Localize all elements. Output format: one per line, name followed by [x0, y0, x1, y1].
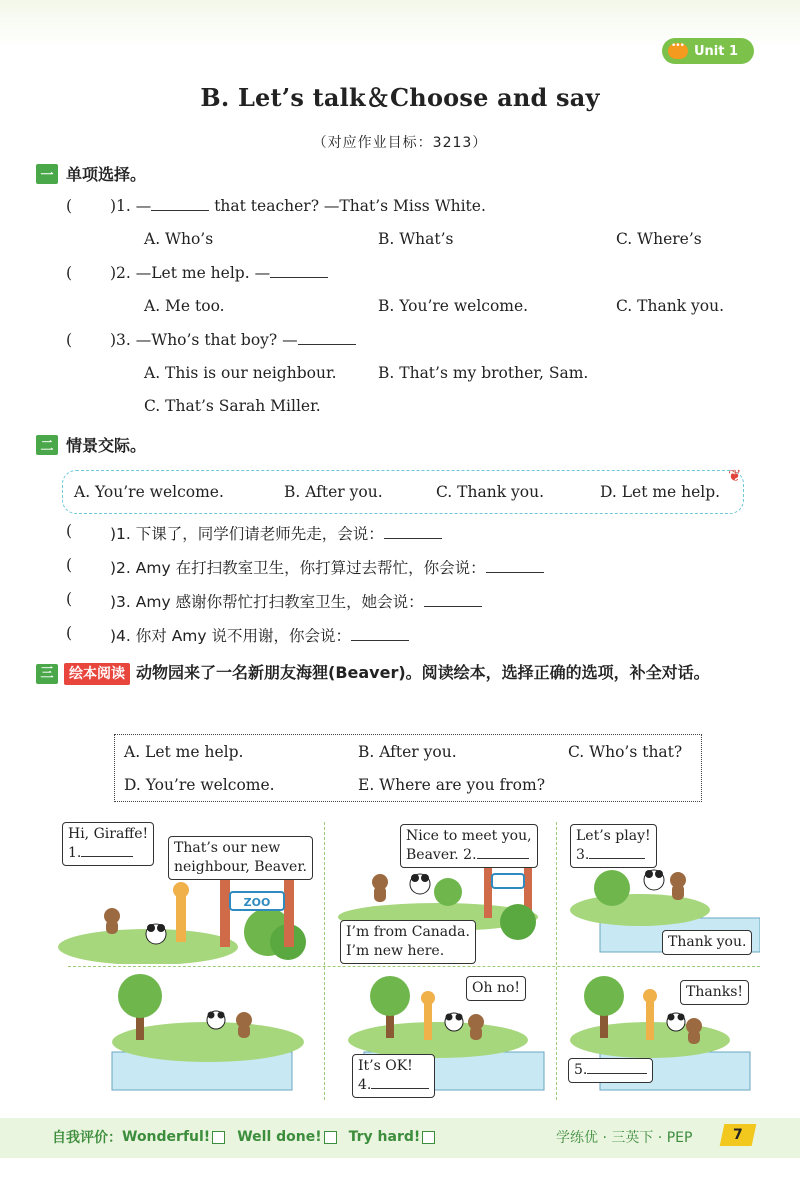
cherry-icon: ❦ [728, 466, 742, 485]
answer-blank[interactable] [351, 640, 409, 641]
speech-bubble [662, 930, 752, 955]
s1-q2-option-a: A. Me too. [144, 297, 225, 315]
s1-q1-option-a: A. Who’s [144, 230, 214, 248]
box-option-d: D. Let me help. [600, 483, 721, 501]
section1-number: 一 [36, 164, 58, 184]
s1-q3-pre: )3. —Who’s that boy? — [110, 331, 298, 349]
s1-q1-option-c: C. Where’s [616, 230, 702, 248]
answer-blank[interactable] [298, 344, 356, 345]
section1-header [36, 162, 146, 185]
section2-number: 二 [36, 435, 58, 455]
bubble-line [574, 1061, 647, 1080]
bubble-line [68, 844, 148, 863]
s1-q2 [110, 264, 328, 282]
s1-q3-option-a: A. This is our neighbour. [144, 364, 337, 382]
unit-badge [662, 38, 754, 64]
s1-q2-pre: )2. —Let me help. — [110, 264, 271, 282]
subtitle: （对应作业目标：3213） [312, 135, 488, 151]
s2-q1 [110, 522, 442, 544]
speech-bubble [568, 1058, 653, 1083]
bubble-line: neighbour, Beaver. [174, 859, 307, 875]
s1-q3-option-b: B. That’s my brother, Sam. [378, 364, 589, 382]
s2-q4-paren: ( [66, 624, 73, 642]
panel-divider [324, 822, 325, 1100]
s2-q4-text: )4. 你对 Amy 说不用谢，你会说： [110, 627, 351, 645]
bubble-line: Hi, Giraffe! [68, 826, 149, 842]
bubble-line [576, 846, 651, 865]
box-option-c: C. Thank you. [436, 483, 545, 501]
s1-q1-post: that teacher? —That’s Miss White. [209, 197, 486, 215]
pb-option-d: D. You’re welcome. [124, 776, 275, 794]
speech-bubble [466, 976, 526, 1001]
self-evaluation [52, 1127, 447, 1147]
panel-divider [556, 822, 557, 1100]
q3-paren: ( [66, 331, 73, 349]
section3-number: 三 [36, 664, 58, 684]
bubble-line: Nice to meet you, [406, 828, 532, 844]
page-title: B. Let’s talk＆Choose and say [200, 83, 600, 112]
section1-heading: 单项选择。 [66, 165, 147, 184]
speech-bubble [352, 1054, 435, 1098]
answer-blank[interactable] [384, 538, 442, 539]
picture-book-tag: 绘本阅读 [64, 663, 130, 685]
speech-bubble [62, 822, 154, 866]
bubble-line: I’m from Canada. [346, 924, 470, 940]
scene-pond [108, 970, 322, 1098]
pb-option-b: B. After you. [358, 743, 457, 761]
answer-blank[interactable] [589, 858, 645, 859]
s2-q1-text: )1. 下课了，同学们请老师先走，会说： [110, 525, 384, 543]
speech-bubble [570, 824, 657, 868]
speech-bubble [680, 980, 749, 1005]
q1-paren: ( [66, 197, 73, 215]
box-option-b: B. After you. [284, 483, 383, 501]
comic-strip [48, 822, 760, 1100]
bubble-line: It’s OK! [358, 1058, 413, 1074]
bubble-line: Oh no! [472, 980, 521, 996]
panel-divider [68, 966, 760, 967]
speech-bubble [340, 920, 476, 964]
chat-bubble-icon [668, 43, 688, 59]
wonderful-checkbox[interactable] [212, 1131, 225, 1144]
answer-blank[interactable] [424, 606, 482, 607]
s1-q1-pre: )1. — [110, 197, 152, 215]
bubble-line: Thanks! [686, 984, 744, 1000]
pb-option-e: E. Where are you from? [358, 776, 545, 794]
s1-q2-option-c: C. Thank you. [616, 297, 725, 315]
blank-number: 4. [358, 1077, 372, 1093]
answer-blank[interactable] [81, 856, 133, 857]
answer-blank[interactable] [371, 1088, 429, 1089]
s1-q1 [110, 197, 486, 215]
blank-number: 5. [574, 1062, 588, 1078]
s2-q3-paren: ( [66, 590, 73, 608]
section3-heading: 动物园来了一名新朋友海狸(Beaver)。阅读绘本，选择正确的选项，补全对话。 [136, 663, 710, 682]
blank-number: 3. [576, 847, 590, 863]
bubble-line: That’s our new [174, 840, 281, 856]
section3-intro [36, 656, 766, 690]
s2-q2-paren: ( [66, 556, 73, 574]
well-done-checkbox[interactable] [324, 1131, 337, 1144]
s2-q3-text: )3. Amy 感谢你帮忙打扫教室卫生，她会说： [110, 593, 424, 611]
bubble-line [358, 1076, 429, 1095]
answer-blank[interactable] [477, 858, 529, 859]
pb-option-a: A. Let me help. [124, 743, 244, 761]
q2-paren: ( [66, 264, 73, 282]
try-hard-label: Try hard! [348, 1129, 421, 1145]
self-eval-label: 自我评价： [52, 1130, 122, 1146]
answer-blank[interactable] [587, 1073, 647, 1074]
s1-q3 [110, 331, 356, 349]
speech-bubble [400, 824, 538, 868]
book-title: 学练优 · 三英下 · PEP [556, 1130, 693, 1146]
section2-heading: 情景交际。 [66, 436, 147, 455]
comic-panel-4 [108, 970, 322, 1098]
bubble-line: Let’s play! [576, 828, 651, 844]
try-hard-checkbox[interactable] [422, 1131, 435, 1144]
section2-header [36, 433, 146, 456]
s2-q2-text: )2. Amy 在打扫教室卫生，你打算过去帮忙，你会说： [110, 559, 486, 577]
s2-q2 [110, 556, 544, 578]
s1-q2-option-b: B. You’re welcome. [378, 297, 529, 315]
wonderful-label: Wonderful! [122, 1129, 211, 1145]
unit-label: Unit 1 [694, 43, 739, 59]
well-done-label: Well done! [237, 1129, 322, 1145]
answer-blank[interactable] [270, 277, 328, 278]
svg-text:ZOO: ZOO [243, 896, 271, 909]
bubble-line: Thank you. [668, 934, 747, 950]
s1-q1-option-b: B. What’s [378, 230, 454, 248]
s2-q4 [110, 624, 409, 646]
blank-number: 1. [68, 845, 82, 861]
pb-option-c: C. Who’s that? [568, 743, 683, 761]
speech-bubble [168, 836, 313, 880]
page-number [720, 1124, 757, 1146]
s1-q3-option-c: C. That’s Sarah Miller. [144, 397, 321, 415]
page-number-text: 7 [733, 1127, 743, 1143]
s2-q3 [110, 590, 482, 612]
answer-blank[interactable] [151, 210, 209, 211]
bubble-line [406, 846, 532, 865]
answer-blank[interactable] [486, 572, 544, 573]
s2-q1-paren: ( [66, 522, 73, 540]
bubble-line: I’m new here. [346, 943, 445, 959]
blank-number: Beaver. 2. [406, 847, 477, 863]
box-option-a: A. You’re welcome. [74, 483, 224, 501]
